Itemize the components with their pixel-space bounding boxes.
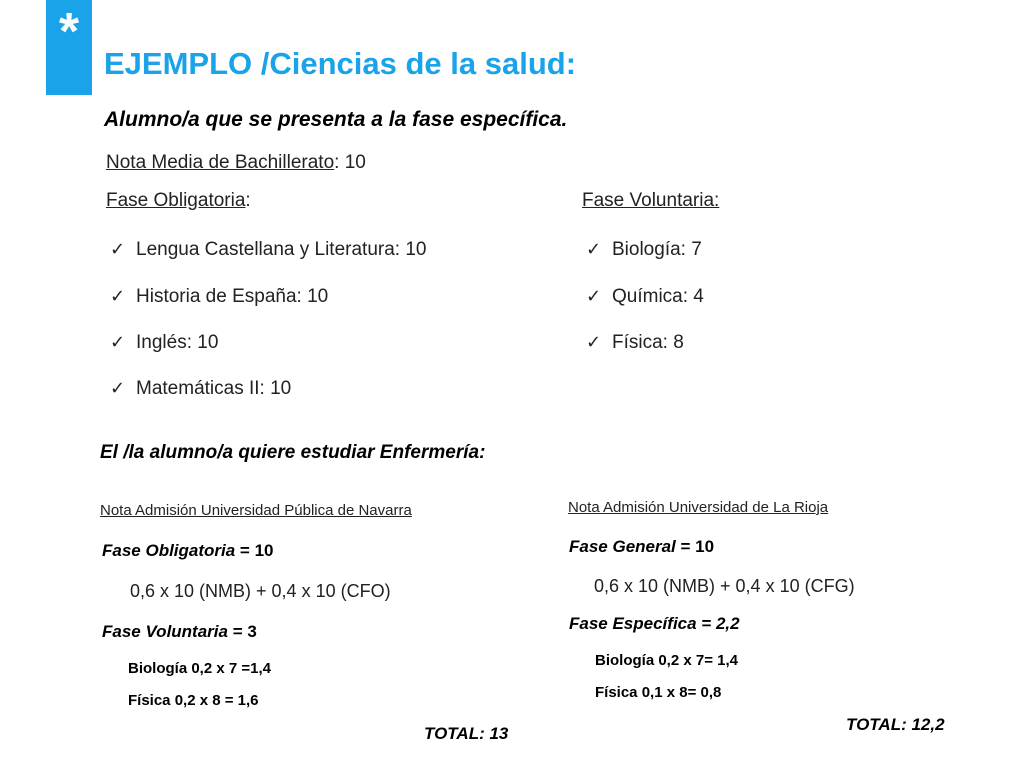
list-item	[110, 286, 328, 308]
phase-label: Fase Obligatoria	[102, 541, 236, 560]
goal-statement: El /la alumno/a quiere estudiar Enfermería:	[100, 442, 486, 463]
voluntaria-heading: Fase Voluntaria:	[582, 190, 720, 211]
list-item-label: Física: 8	[612, 332, 684, 353]
rioja-total: TOTAL: 12,2	[846, 715, 945, 734]
list-item-label: Inglés: 10	[136, 332, 219, 353]
phase-value: = 3	[227, 622, 257, 641]
list-item-label: Química: 4	[612, 286, 704, 307]
list-item-label: Historia de España: 10	[136, 286, 329, 307]
list-item	[586, 286, 704, 308]
navarra-total: TOTAL: 13	[424, 724, 509, 743]
obligatoria-heading-suffix: :	[245, 190, 251, 211]
check-icon: ✓	[586, 286, 602, 307]
rioja-phase-general	[569, 537, 714, 557]
rioja-phase-especifica: Fase Específica = 2,2	[569, 614, 740, 633]
nmb-line	[106, 152, 366, 174]
rioja-calc-fisica: Física 0,1 x 8= 0,8	[595, 684, 722, 701]
slide-subtitle: Alumno/a que se presenta a la fase específica.	[104, 108, 568, 131]
navarra-heading: Nota Admisión Universidad Pública de Navarra	[100, 502, 412, 519]
list-item	[586, 332, 684, 354]
accent-box	[46, 0, 92, 95]
phase-value: = 10	[235, 541, 274, 560]
navarra-calc-fisica: Física 0,2 x 8 = 1,6	[128, 692, 259, 709]
phase-label: Fase Voluntaria	[102, 622, 228, 641]
list-item-label: Matemáticas II: 10	[136, 378, 292, 399]
list-item	[586, 239, 702, 261]
navarra-calc-biologia: Biología 0,2 x 7 =1,4	[128, 660, 271, 677]
navarra-phase-obligatoria	[102, 541, 274, 561]
check-icon: ✓	[110, 378, 126, 399]
list-item-label: Lengua Castellana y Literatura: 10	[136, 239, 427, 260]
list-item	[110, 332, 218, 354]
slide-title: EJEMPLO /Ciencias de la salud:	[104, 46, 577, 81]
obligatoria-heading-label: Fase Obligatoria	[106, 190, 246, 211]
check-icon: ✓	[110, 332, 126, 353]
navarra-phase-voluntaria	[102, 622, 257, 642]
list-item-label: Biología: 7	[612, 239, 702, 260]
check-icon: ✓	[110, 286, 126, 307]
phase-label: Fase General	[569, 537, 676, 556]
rioja-calc-biologia: Biología 0,2 x 7= 1,4	[595, 652, 738, 669]
asterisk-icon: *	[58, 3, 80, 61]
nmb-label: Nota Media de Bachillerato	[106, 152, 335, 173]
check-icon: ✓	[110, 239, 126, 260]
check-icon: ✓	[586, 332, 602, 353]
obligatoria-heading	[106, 190, 251, 212]
nmb-value: : 10	[334, 152, 366, 173]
list-item	[110, 239, 426, 261]
navarra-formula: 0,6 x 10 (NMB) + 0,4 x 10 (CFO)	[130, 581, 391, 601]
list-item	[110, 378, 291, 400]
rioja-formula: 0,6 x 10 (NMB) + 0,4 x 10 (CFG)	[594, 576, 855, 596]
phase-value: = 10	[675, 537, 715, 556]
rioja-heading: Nota Admisión Universidad de La Rioja	[568, 499, 829, 516]
check-icon: ✓	[586, 239, 602, 260]
